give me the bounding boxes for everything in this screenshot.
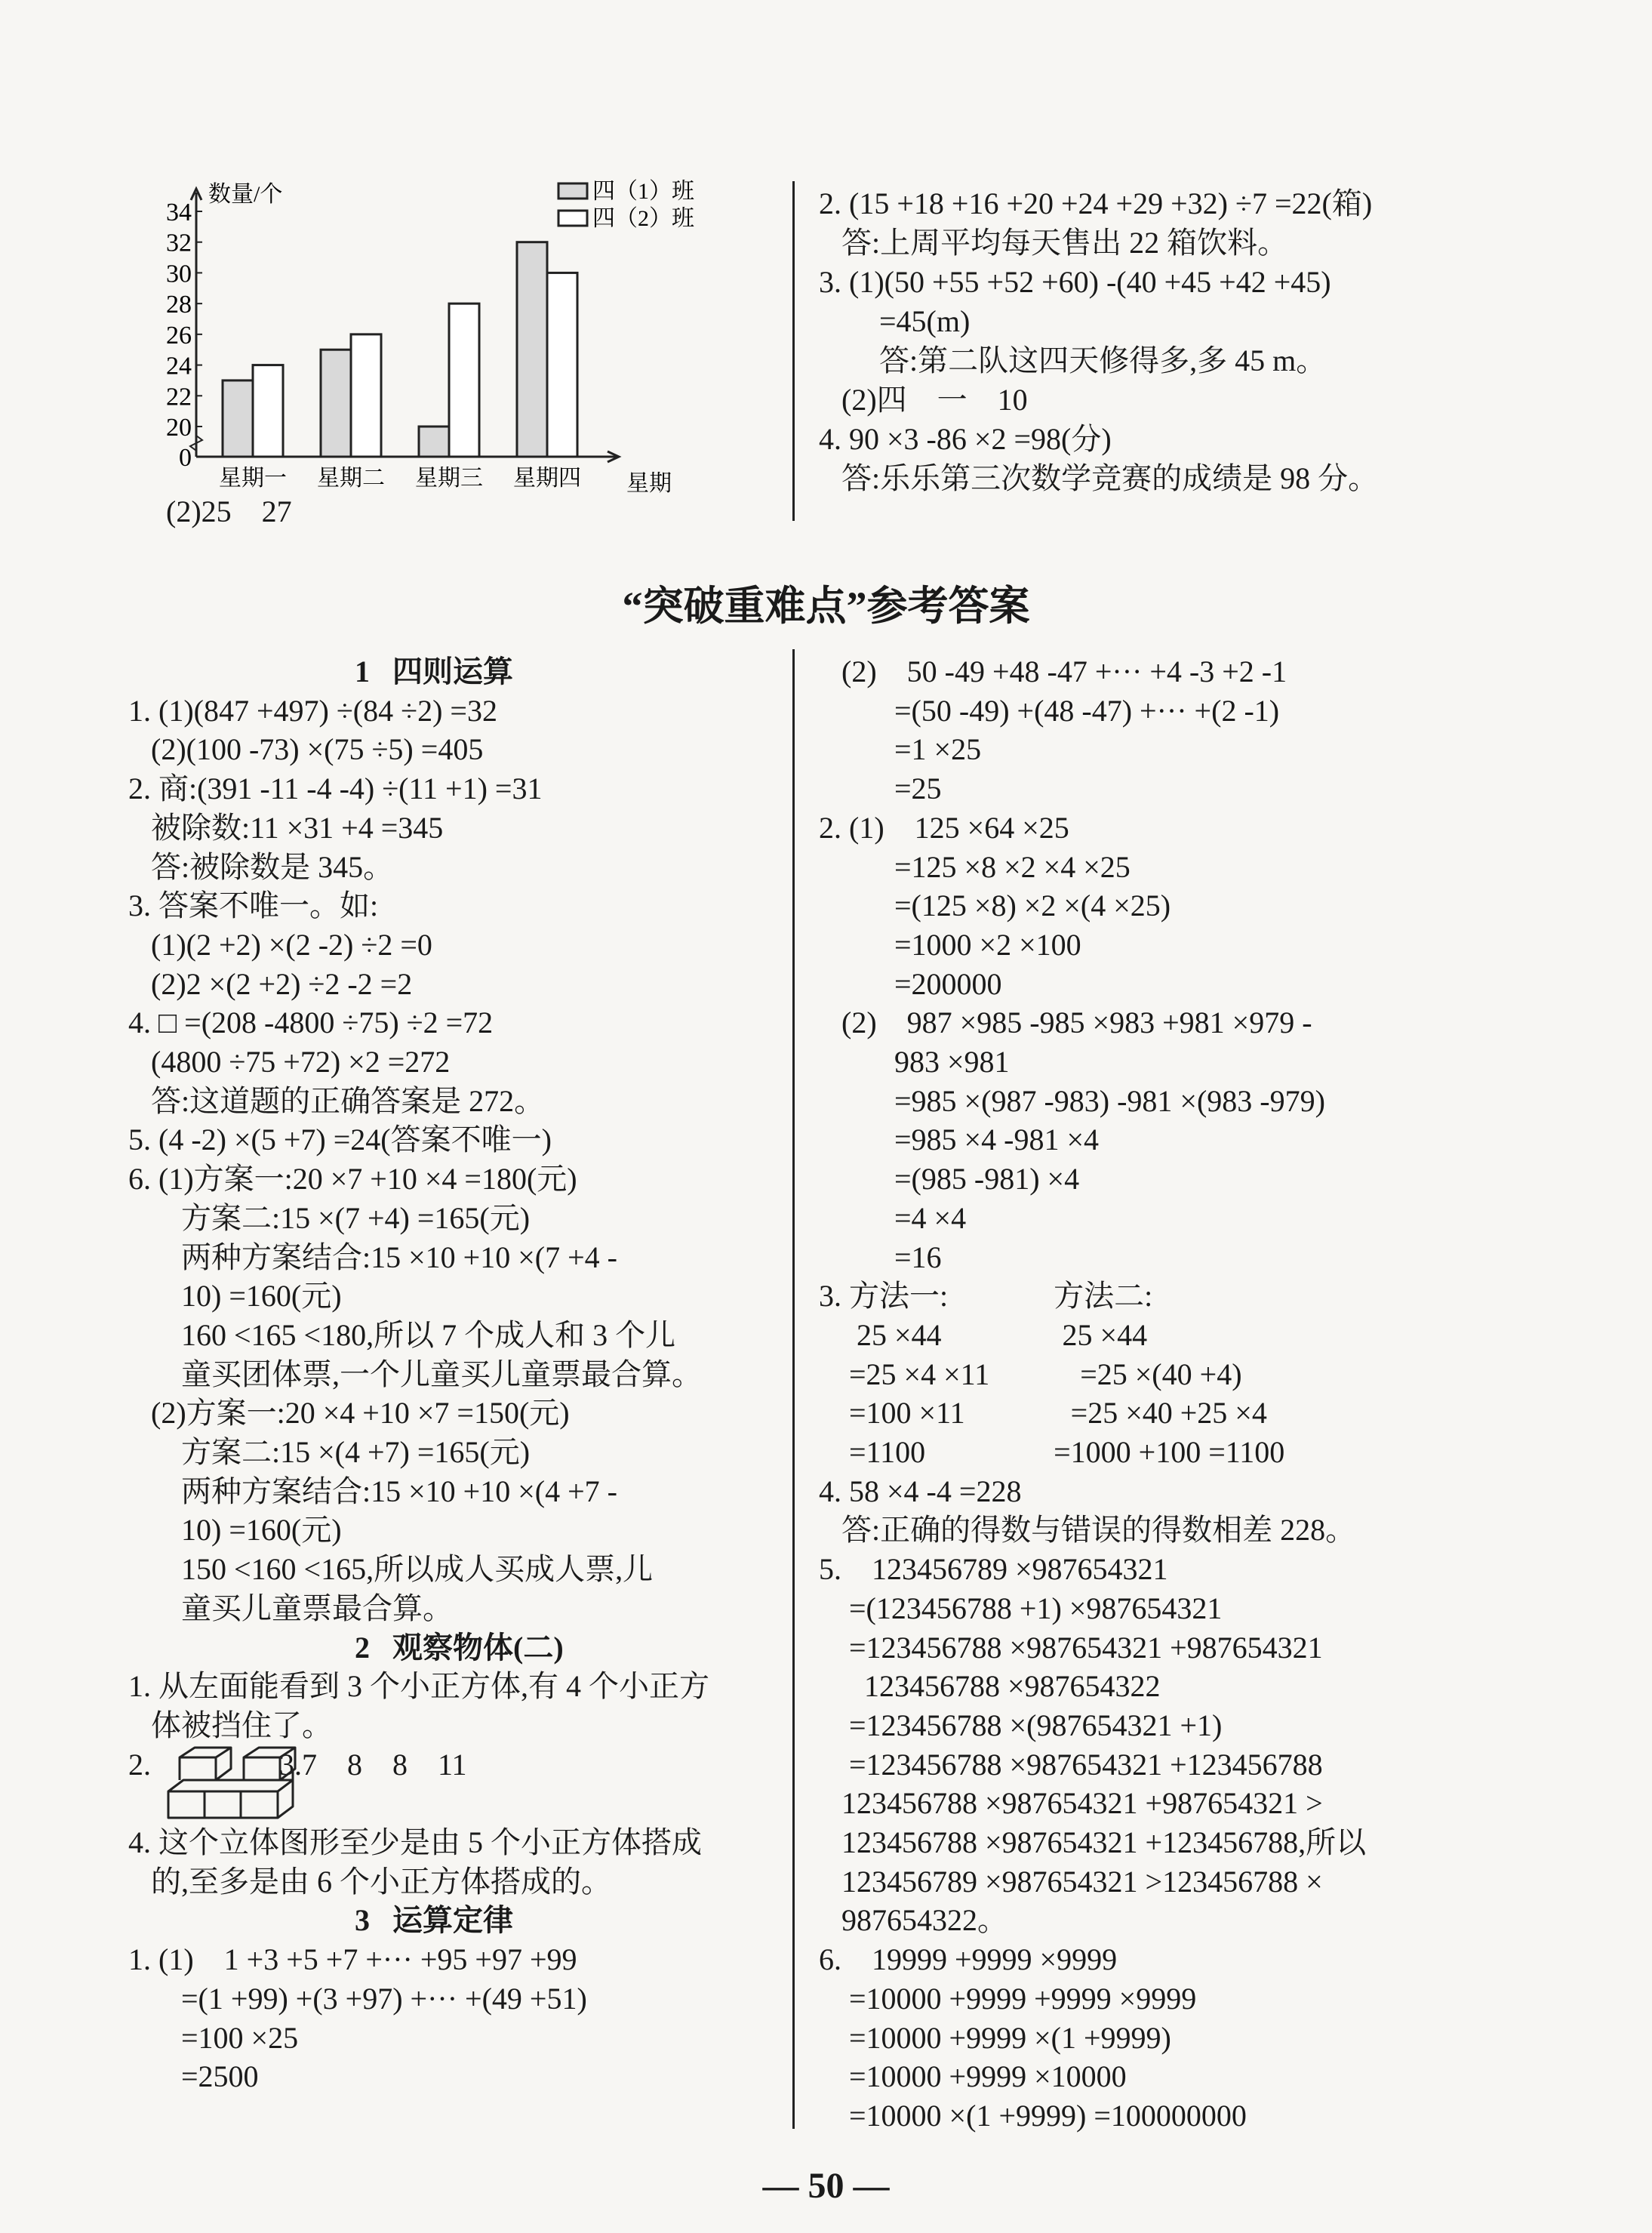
answer-line: 4. □ =(208 -4800 ÷75) ÷2 =72 [128, 1006, 494, 1040]
answer-line: 6. 19999 +9999 ×9999 [819, 1942, 1118, 1977]
bar-2 [253, 365, 283, 457]
answer-line: 童买儿童票最合算。 [128, 1591, 453, 1625]
answer-line: 2. (15 +18 +16 +20 +24 +29 +32) ÷7 =22(箱) [819, 186, 1373, 220]
answer-line: 2. (1) 125 ×64 ×25 [819, 810, 1069, 845]
legend-label: 四（2）班 [592, 206, 694, 231]
answer-line: =(985 -981) ×4 [819, 1162, 1080, 1197]
page-number: — 50 — [762, 2166, 890, 2206]
section-heading: 2 观察物体(二) [355, 1630, 564, 1665]
answer-line: 10) =160(元) [128, 1513, 342, 1548]
answer-line: =16 [819, 1240, 942, 1274]
answer-line: =25 [819, 772, 942, 806]
bar-1 [517, 242, 547, 457]
section-heading: 3 运算定律 [355, 1903, 513, 1938]
answer-line: (2) 50 -49 +48 -47 +··· +4 -3 +2 -1 [819, 654, 1287, 688]
answer-line: =(50 -49) +(48 -47) +··· +(2 -1) [819, 693, 1280, 728]
answer-line: =123456788 ×(987654321 +1) [819, 1708, 1223, 1742]
answer-line: 被除数:11 ×31 +4 =345 [128, 810, 444, 845]
answer-line: 答:上周平均每天售出 22 箱饮料。 [819, 226, 1288, 260]
y-axis-label: 数量/个 [208, 182, 283, 207]
answer-line: 童买团体票,一个儿童买儿童票最合算。 [128, 1357, 702, 1391]
answer-line: 两种方案结合:15 ×10 +10 ×(4 +7 - [128, 1474, 617, 1508]
answer-line: 体被挡住了。 [128, 1708, 332, 1742]
answer-line: =(123456788 +1) ×987654321 [819, 1591, 1223, 1625]
answer-line: (2)(100 -73) ×(75 ÷5) =405 [128, 732, 484, 767]
answer-line: =100 ×11 =25 ×40 +25 ×4 [819, 1396, 1267, 1431]
answer-line: =4 ×4 [819, 1200, 967, 1235]
y-tick-label: 24 [166, 352, 192, 380]
answer-line: 123456788 ×987654321 +987654321 > [819, 1786, 1323, 1821]
answer-line: =2500 [128, 2059, 259, 2094]
answer-line: =1100 =1000 +100 =1100 [819, 1435, 1285, 1469]
answer-line: 5. (4 -2) ×(5 +7) =24(答案不唯一) [128, 1123, 552, 1157]
answer-line: 10) =160(元) [128, 1279, 342, 1314]
x-tick-label: 星期一 [219, 466, 287, 491]
legend-label: 四（1）班 [592, 179, 694, 204]
y-tick-label: 22 [166, 383, 192, 411]
answer-line: 160 <165 <180,所以 7 个成人和 3 个儿 [128, 1317, 676, 1352]
y-tick-label: 30 [166, 260, 192, 288]
answer-line: =123456788 ×987654321 +123456788 [819, 1747, 1323, 1782]
answer-line: =(1 +99) +(3 +97) +··· +(49 +51) [128, 1981, 587, 2016]
answer-line: =200000 [819, 966, 1002, 1001]
answer-line: 123456789 ×987654321 >123456788 × [819, 1864, 1323, 1899]
section-heading: 1 四则运算 [355, 654, 513, 688]
answer-line: (2)2 ×(2 +2) ÷2 -2 =2 [128, 966, 413, 1001]
answer-line: =10000 +9999 ×(1 +9999) [819, 2020, 1171, 2055]
answer-line: =985 ×4 -981 ×4 [819, 1123, 1099, 1157]
bar-1 [321, 350, 351, 457]
answer-line: 150 <160 <165,所以成人买成人票,儿 [128, 1552, 654, 1587]
answer-line: 方案二:15 ×(4 +7) =165(元) [128, 1435, 531, 1469]
answer-line: 5. 123456789 ×987654321 [819, 1552, 1168, 1587]
column-divider-main [792, 649, 795, 2129]
answer-line: 的,至多是由 6 个小正方体搭成的。 [128, 1864, 611, 1899]
answer-line: 两种方案结合:15 ×10 +10 ×(7 +4 - [128, 1240, 617, 1274]
answer-line: =10000 +9999 +9999 ×9999 [819, 1981, 1197, 2016]
answer-line: 4. 这个立体图形至少是由 5 个小正方体搭成 [128, 1825, 702, 1859]
answer-line: =985 ×(987 -983) -981 ×(983 -979) [819, 1083, 1325, 1118]
answer-line: (2)方案一:20 ×4 +10 ×7 =150(元) [128, 1396, 570, 1431]
answer-line: 答:正确的得数与错误的得数相差 228。 [819, 1513, 1356, 1548]
answer-line: 987654322。 [819, 1903, 1008, 1938]
answer-line: =125 ×8 ×2 ×4 ×25 [819, 849, 1131, 884]
answer-line: =45(m) [819, 304, 971, 338]
y-tick-label: 26 [166, 321, 192, 350]
cube-figure [165, 1746, 315, 1822]
answer-line: 3. 答案不唯一。如: [128, 889, 379, 923]
answer-line: 1. (1) 1 +3 +5 +7 +··· +95 +97 +99 [128, 1942, 577, 1977]
answer-line: 1. (1)(847 +497) ÷(84 ÷2) =32 [128, 693, 497, 728]
answer-line: 方案二:15 ×(7 +4) =165(元) [128, 1200, 531, 1235]
x-tick-label: 星期四 [513, 466, 581, 491]
y-tick-label: 20 [166, 414, 192, 442]
answer-line: 答:乐乐第三次数学竞赛的成绩是 98 分。 [819, 461, 1379, 495]
answer-line: 2. 3.7 8 8 11 [128, 1747, 467, 1782]
answer-line: =100 ×25 [128, 2020, 299, 2055]
legend-swatch [558, 211, 587, 226]
answer-line: 1. 从左面能看到 3 个小正方体,有 4 个小正方 [128, 1669, 709, 1704]
answer-line: (4800 ÷75 +72) ×2 =272 [128, 1045, 451, 1079]
bar-2 [351, 334, 381, 457]
column-divider-top [792, 181, 795, 521]
answer-line: 6. (1)方案一:20 ×7 +10 ×4 =180(元) [128, 1162, 577, 1197]
answer-line: 123456788 ×987654321 +123456788,所以 [819, 1825, 1367, 1859]
answer-line: 答:这道题的正确答案是 272。 [128, 1083, 545, 1118]
page-title: “突破重难点”参考答案 [622, 584, 1030, 629]
bar-2 [449, 303, 479, 457]
x-tick-label: 星期二 [317, 466, 385, 491]
answer-line: =1 ×25 [819, 732, 982, 767]
answer-line: 983 ×981 [819, 1045, 1010, 1079]
answer-line: =123456788 ×987654321 +987654321 [819, 1630, 1323, 1665]
answer-line: 4. 58 ×4 -4 =228 [819, 1474, 1022, 1508]
bar-2 [547, 273, 577, 457]
answer-line: 3. 方法一: 方法二: [819, 1279, 1153, 1314]
bar-chart [151, 177, 709, 502]
answer-line: =10000 +9999 ×10000 [819, 2059, 1127, 2094]
answer-line: 2. 商:(391 -11 -4 -4) ÷(11 +1) =31 [128, 772, 543, 806]
y-tick-label: 34 [166, 199, 192, 226]
y-tick-label: 0 [179, 444, 192, 472]
answer-line: 答:被除数是 345。 [128, 849, 394, 884]
answer-line: (2)四 一 10 [819, 383, 1028, 417]
answer-line: =10000 ×(1 +9999) =100000000 [819, 2098, 1247, 2133]
answer-line: 4. 90 ×3 -86 ×2 =98(分) [819, 422, 1112, 456]
answer-line: (2) 987 ×985 -985 ×983 +981 ×979 - [819, 1006, 1312, 1040]
x-axis-label: 星期 [626, 471, 672, 496]
answer-line: 3. (1)(50 +55 +52 +60) -(40 +45 +42 +45) [819, 265, 1331, 299]
legend-swatch [558, 183, 587, 199]
bar-1 [223, 380, 253, 457]
answer-line: (2)25 27 [166, 494, 292, 528]
answer-line: 答:第二队这四天修得多,多 45 m。 [819, 343, 1327, 377]
answer-line: 123456788 ×987654322 [819, 1669, 1161, 1704]
bar-1 [419, 427, 449, 457]
x-tick-label: 星期三 [415, 466, 483, 491]
answer-line: =25 ×4 ×11 =25 ×(40 +4) [819, 1357, 1242, 1391]
answer-line: =(125 ×8) ×2 ×(4 ×25) [819, 889, 1171, 923]
answer-line: 25 ×44 25 ×44 [819, 1317, 1148, 1352]
answer-line: =1000 ×2 ×100 [819, 927, 1081, 962]
y-tick-label: 32 [166, 229, 192, 257]
answer-line: (1)(2 +2) ×(2 -2) ÷2 =0 [128, 927, 432, 962]
y-tick-label: 28 [166, 291, 192, 319]
